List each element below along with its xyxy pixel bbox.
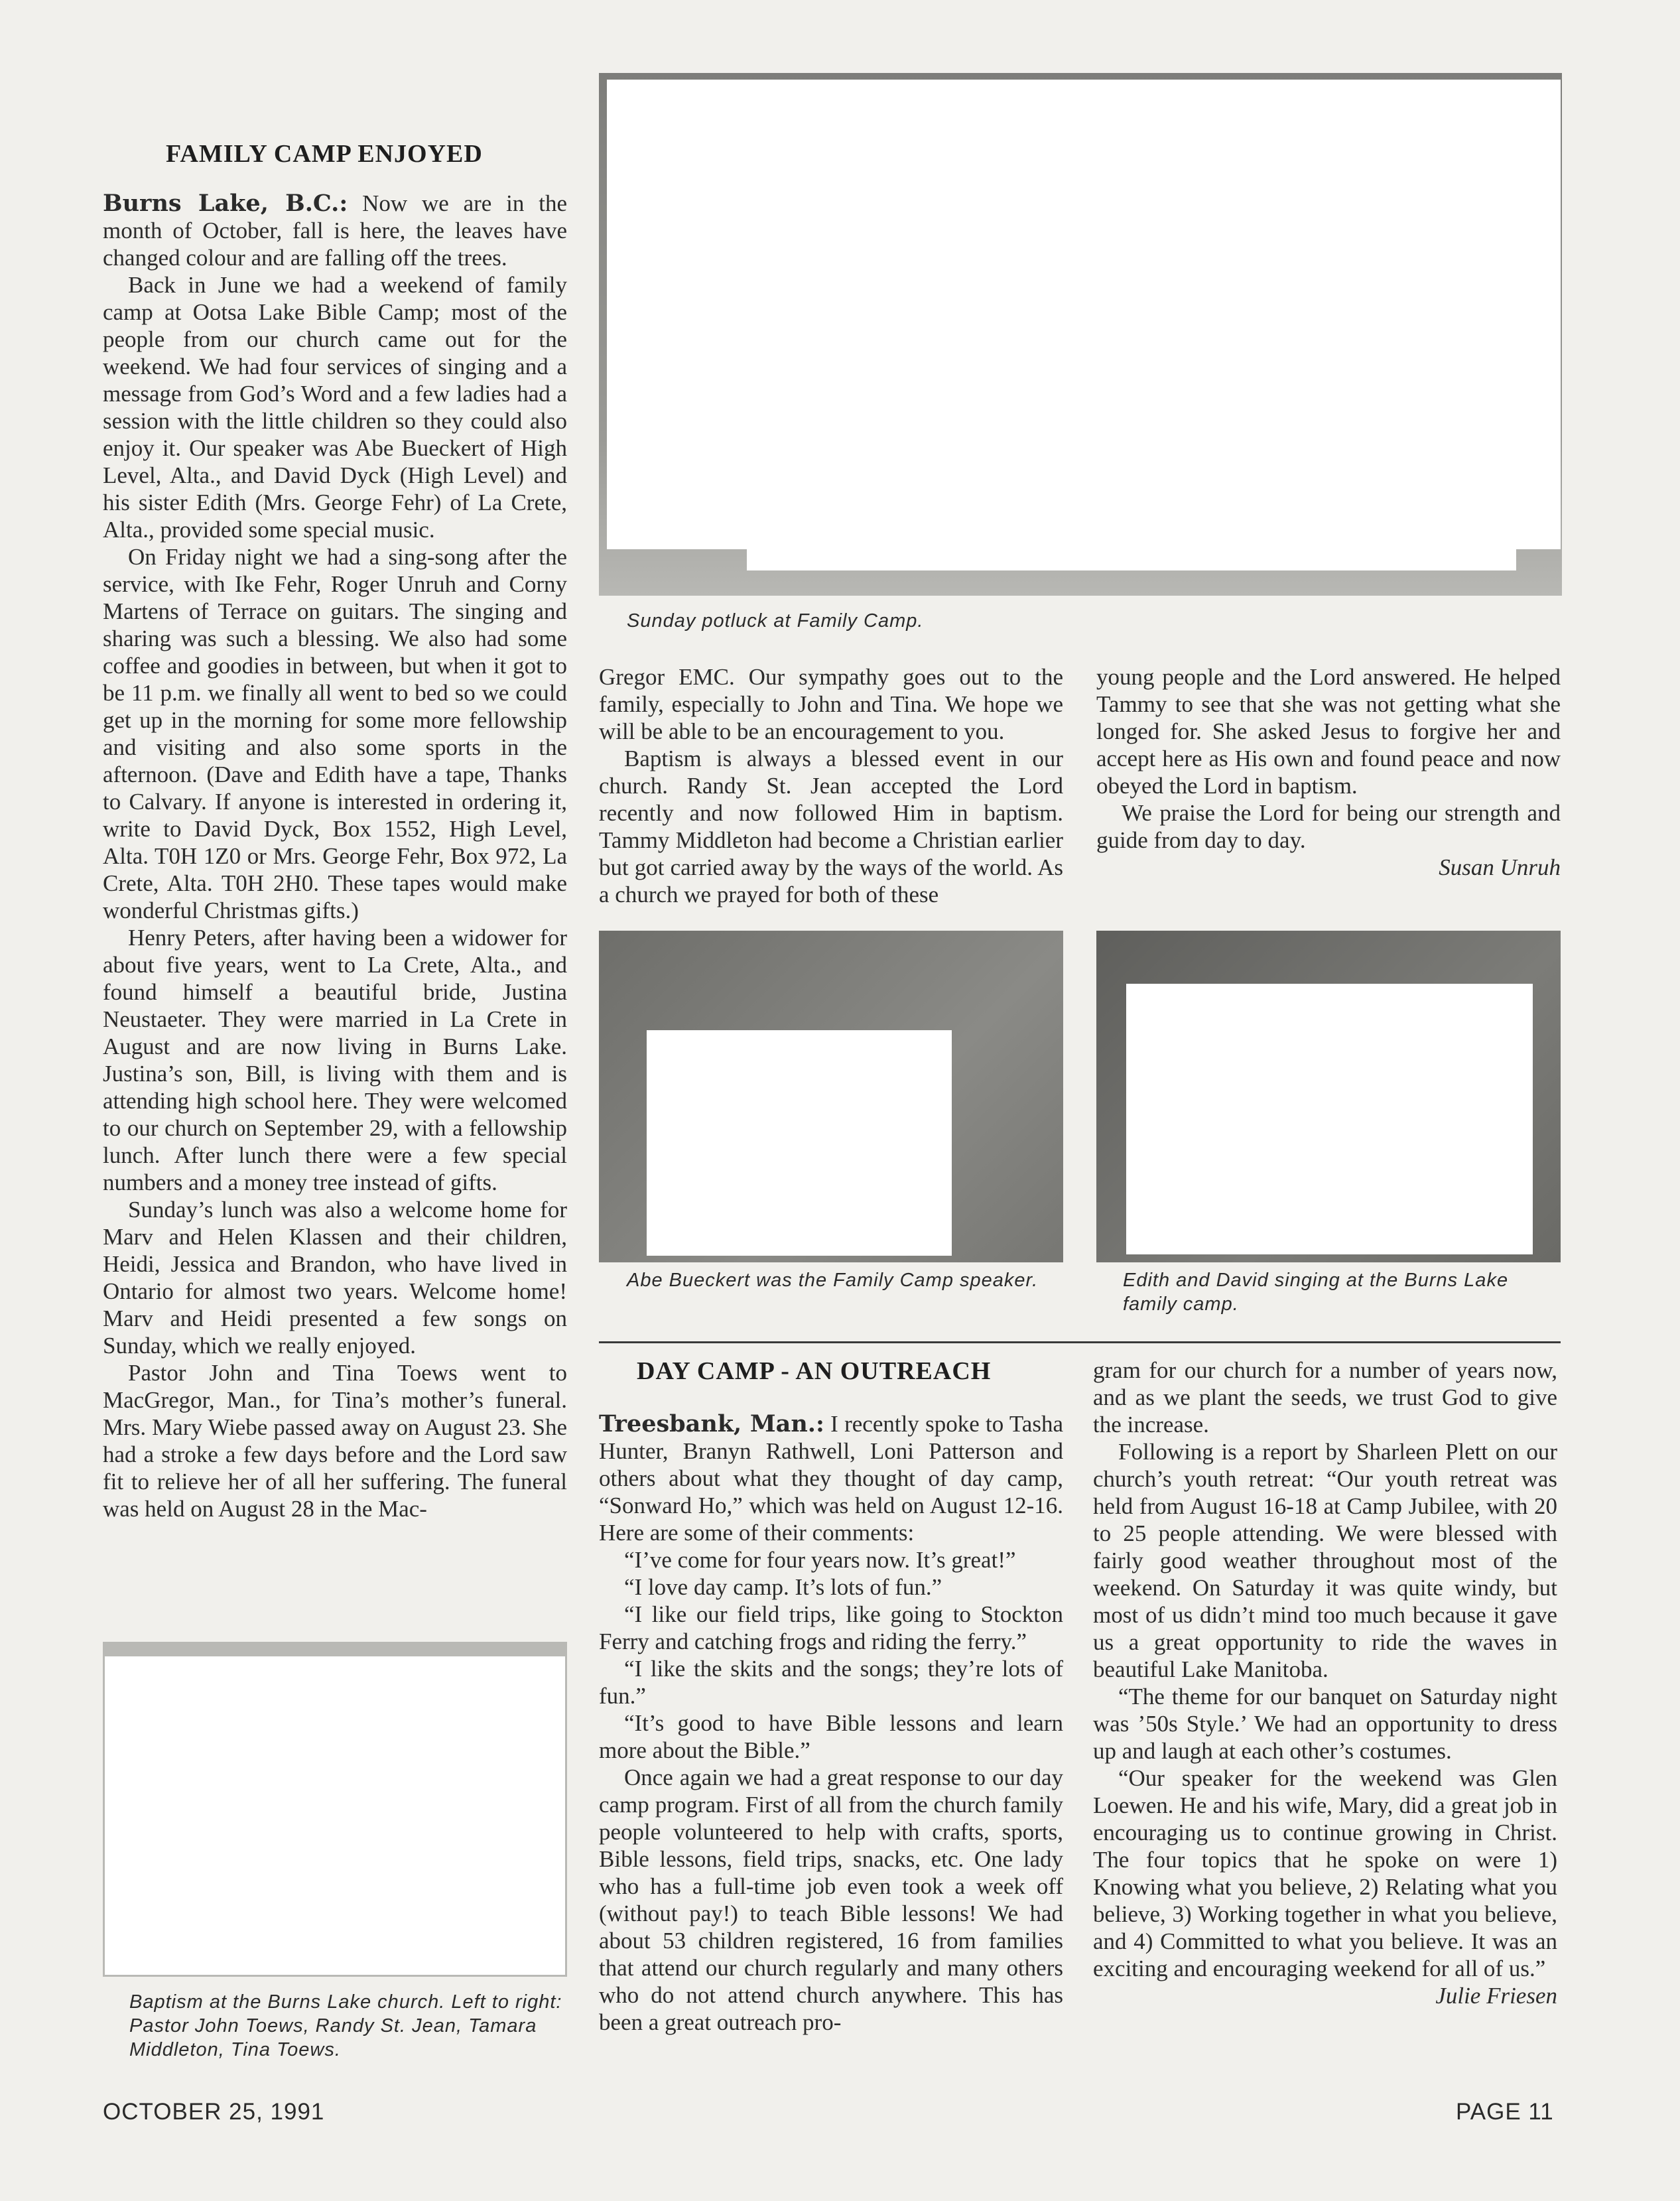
- paragraph: Burns Lake, B.C.: Now we are in the month of October, fall is here, the leaves have changed colour and are falling off the trees.: [103, 190, 567, 271]
- caption-potluck: Sunday potluck at Family Camp.: [627, 610, 924, 632]
- article2-column2: [599, 1410, 1063, 2036]
- paragraph: Treesbank, Man.: I recently spoke to Tasha Hunter, Branyn Rathwell, Loni Patterson and others about what they thought of day camp, “Sonward Ho,” which was held on August 12-16. Here are some of their comments:: [599, 1410, 1063, 1546]
- dateline-treesbank: Treesbank, Man.:: [599, 1410, 824, 1437]
- signature-julie-friesen: Julie Friesen: [1435, 1983, 1557, 2009]
- paragraph: We praise the Lord for being our strength and guide from day to day.: [1096, 800, 1561, 853]
- paragraph: On Friday night we had a sing-song after the service, with Ike Fehr, Roger Unruh and Corny Martens of Terrace on guitars. The singing and sharing was such a blessing. We also had some coffee and goodies in between, but when it got to be 11 p.m. we finally all went to bed so we could get up in the morning for some more fellowship and visiting and also some sports in the afternoon. (Dave and Edith have a tape, Thanks to Calvary. If anyone is interested in ordering it, write to David Dyck, Box 1552, High Level, Alta. T0H 1Z0 or Mrs. George Fehr, Box 972, La Crete, Alta. T0H 2H0. These tapes would make wonderful Christmas gifts.): [103, 544, 567, 923]
- paragraph: “I like the skits and the songs; they’re lots of fun.”: [599, 1656, 1063, 1709]
- headline-family-camp: FAMILY CAMP ENJOYED: [166, 140, 483, 168]
- paragraph: Back in June we had a weekend of family camp at Ootsa Lake Bible Camp; most of the people from our church came out for the weekend. We had four services of singing and a message from God’s Word and a few ladies had a session with the little children so they could also enjoy it. Our speaker was Abe Bueckert of High Level, Alta., and David Dyck (High Level) and his sister Edith (Mrs. George Fehr) of La Crete, Alta., provided some special music.: [103, 272, 567, 543]
- paragraph: Sunday’s lunch was also a welcome home for Marv and Helen Klassen and their children, Heidi, Jessica and Brandon, who have lived in Ontario for almost two years. Welcome home! Marv and Heidi presented a few songs on Sunday, which we really enjoyed.: [103, 1197, 567, 1359]
- photo-baptism: [103, 1642, 567, 1977]
- paragraph: Once again we had a great response to our day camp program. First of all from the church family people volunteered to help with crafts, sports, Bible lessons, field trips, snacks, etc. One lady who has a full-time job even took a week off (without pay!) to teach Bible lessons! We had about 53 children registered, 16 from families that attend our church regularly and many others who do not attend church anywhere. This has been a great outreach pro-: [599, 1765, 1063, 2035]
- article1-column3: [1096, 663, 1561, 881]
- footer-page-number: PAGE 11: [1456, 2099, 1554, 2125]
- headline-day-camp: DAY CAMP - AN OUTREACH: [637, 1357, 992, 1385]
- photo-redaction: [1126, 984, 1533, 1254]
- caption-abe-bueckert: Abe Bueckert was the Family Camp speaker.: [627, 1270, 1039, 1291]
- paragraph: young people and the Lord answered. He helped Tammy to see that she was not getting what she longed for. She asked Jesus to forgive her and accept here as His own and found peace and now obeyed the Lord in baptism.: [1096, 664, 1561, 799]
- footer-date: OCTOBER 25, 1991: [103, 2099, 325, 2125]
- dateline-burns-lake: Burns Lake, B.C.:: [103, 190, 348, 217]
- article1-column2: [599, 663, 1063, 908]
- paragraph: Following is a report by Sharleen Plett on our church’s youth retreat: “Our youth retreat was held from August 16-18 at Camp Jubilee, with 20 to 25 people attending. We were blessed with fairly good weather throughout most of the weekend. On Saturday it was quite windy, but most of us didn’t mind too much because it gave us a great opportunity to ride the waves in beautiful Lake Manitoba.: [1093, 1439, 1557, 1682]
- photo-redaction: [747, 471, 904, 570]
- paragraph: Pastor John and Tina Toews went to MacGregor, Man., for Tina’s mother’s funeral. Mrs. Mary Wiebe passed away on August 23. She had a stroke a few days before and the Lord saw fit to relieve her of all her suffering. The funeral was held on August 28 in the Mac-: [103, 1360, 567, 1522]
- paragraph: “I like our field trips, like going to Stockton Ferry and catching frogs and riding the ferry.”: [599, 1601, 1063, 1654]
- photo-sunday-potluck: [599, 73, 1562, 596]
- signature-susan-unruh: Susan Unruh: [1439, 854, 1561, 880]
- caption-edith-and-david: Edith and David singing at the Burns Lake family camp.: [1123, 1270, 1509, 1315]
- photo-redaction: [105, 1656, 565, 1975]
- photo-edith-and-david: [1096, 931, 1561, 1262]
- paragraph: “Our speaker for the weekend was Glen Loewen. He and his wife, Mary, did a great job in encouraging us to continue growing in Christ. The four topics that he spoke on were 1) Knowing what you believe, 2) Relating what you believe, 3) Working together in what you believe, and 4) Committed to what you believe. It was an exciting and encouraging weekend for all of us.”: [1093, 1765, 1557, 1981]
- section-divider: [599, 1341, 1561, 1343]
- article2-column3: [1093, 1357, 1557, 2009]
- paragraph: “It’s good to have Bible lessons and learn more about the Bible.”: [599, 1710, 1063, 1763]
- paragraph: gram for our church for a number of years now, and as we plant the seeds, we trust God to give the increase.: [1093, 1357, 1557, 1437]
- paragraph: “The theme for our banquet on Saturday night was ’50s Style.’ We had an opportunity to dress up and laugh at each other’s costumes.: [1093, 1684, 1557, 1764]
- photo-redaction: [647, 1030, 952, 1256]
- caption-baptism: Baptism at the Burns Lake church. Left to right: Pastor John Toews, Randy St. Jean, Tamara Middleton, Tina Toews.: [129, 1991, 562, 2060]
- paragraph: “I love day camp. It’s lots of fun.”: [624, 1574, 942, 1600]
- paragraph: Gregor EMC. Our sympathy goes out to the family, especially to John and Tina. We hope we will be able to be an encouragement to you.: [599, 664, 1063, 744]
- paragraph: Henry Peters, after having been a widower for about five years, went to La Crete, Alta., and found himself a beautiful bride, Justina Neustaeter. They were married in La Crete in August and are now living in Burns Lake. Justina’s son, Bill, is living with them and is attending high school here. They were welcomed to our church on September 29, with a fellowship lunch. After lunch there were a few special numbers and a money tree instead of gifts.: [103, 925, 567, 1195]
- photo-abe-bueckert: [599, 931, 1063, 1262]
- article1-column1: [103, 190, 567, 1522]
- paragraph: “I’ve come for four years now. It’s great!”: [624, 1547, 1016, 1573]
- paragraph: Baptism is always a blessed event in our church. Randy St. Jean accepted the Lord recently and now followed Him in baptism. Tammy Middleton had become a Christian earlier but got carried away by the ways of the world. As a church we prayed for both of these: [599, 746, 1063, 907]
